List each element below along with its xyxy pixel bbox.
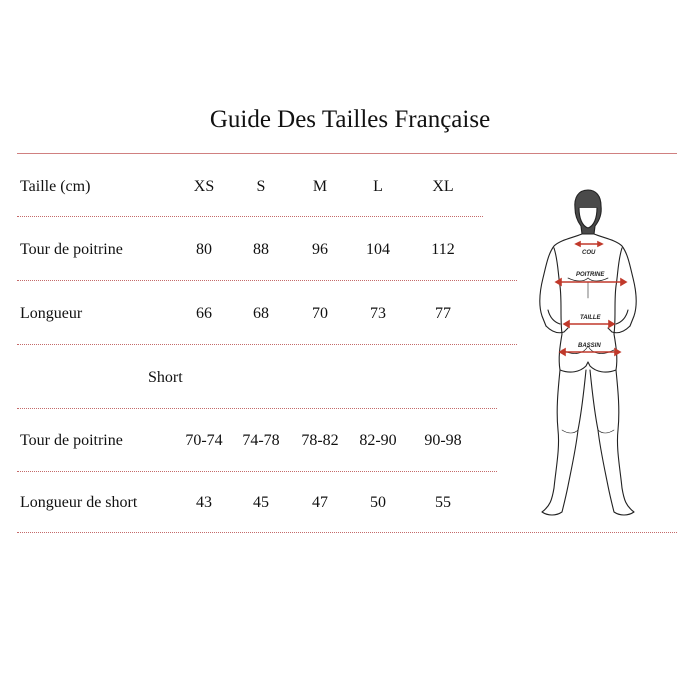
row-divider xyxy=(17,344,517,345)
row-label: Longueur de short xyxy=(20,494,138,511)
short-section-title: Short xyxy=(148,369,183,386)
size-xl: XL xyxy=(432,178,454,195)
table-row xyxy=(0,241,520,265)
table-cell: 50 xyxy=(370,494,386,511)
table-cell: 47 xyxy=(312,494,328,511)
table-cell: 73 xyxy=(370,305,386,322)
table-cell: 96 xyxy=(312,241,328,258)
table-cell: 66 xyxy=(196,305,212,322)
chest-label: POITRINE xyxy=(576,272,605,278)
size-l: L xyxy=(373,178,383,195)
table-cell: 80 xyxy=(196,241,212,258)
row-label: Tour de poitrine xyxy=(20,432,123,449)
row-divider xyxy=(17,471,497,472)
row-divider xyxy=(17,216,483,217)
table-cell: 70-74 xyxy=(185,432,223,449)
row-label: Longueur xyxy=(20,305,83,322)
page-title: Guide Des Tailles Française xyxy=(209,106,491,133)
size-m: M xyxy=(312,178,328,195)
table-cell: 70 xyxy=(312,305,328,322)
table-cell: 82-90 xyxy=(359,432,397,449)
size-s: S xyxy=(256,178,266,195)
body-measurement-figure xyxy=(528,186,648,522)
row-label: Tour de poitrine xyxy=(20,241,123,258)
table-cell: 68 xyxy=(253,305,269,322)
bottom-divider xyxy=(17,532,677,533)
table-row xyxy=(0,305,520,329)
table-cell: 74-78 xyxy=(242,432,280,449)
table-cell: 88 xyxy=(253,241,269,258)
table-cell: 77 xyxy=(435,305,451,322)
row-divider xyxy=(17,408,497,409)
title-divider xyxy=(17,153,677,154)
body-outline-illustration xyxy=(528,186,648,522)
hips-label: BASSIN xyxy=(578,343,601,349)
table-cell: 78-82 xyxy=(301,432,339,449)
size-header-row xyxy=(0,178,520,202)
table-cell: 104 xyxy=(366,241,390,258)
table-row xyxy=(0,494,520,518)
waist-label: TAILLE xyxy=(580,315,601,321)
table-row xyxy=(0,432,520,456)
table-cell: 45 xyxy=(253,494,269,511)
table-cell: 43 xyxy=(196,494,212,511)
row-divider xyxy=(17,280,517,281)
table-cell: 55 xyxy=(435,494,451,511)
header-label: Taille (cm) xyxy=(20,178,91,195)
table-cell: 112 xyxy=(431,241,455,258)
neck-label: COU xyxy=(582,250,596,256)
size-xs: XS xyxy=(193,178,215,195)
table-cell: 90-98 xyxy=(424,432,462,449)
